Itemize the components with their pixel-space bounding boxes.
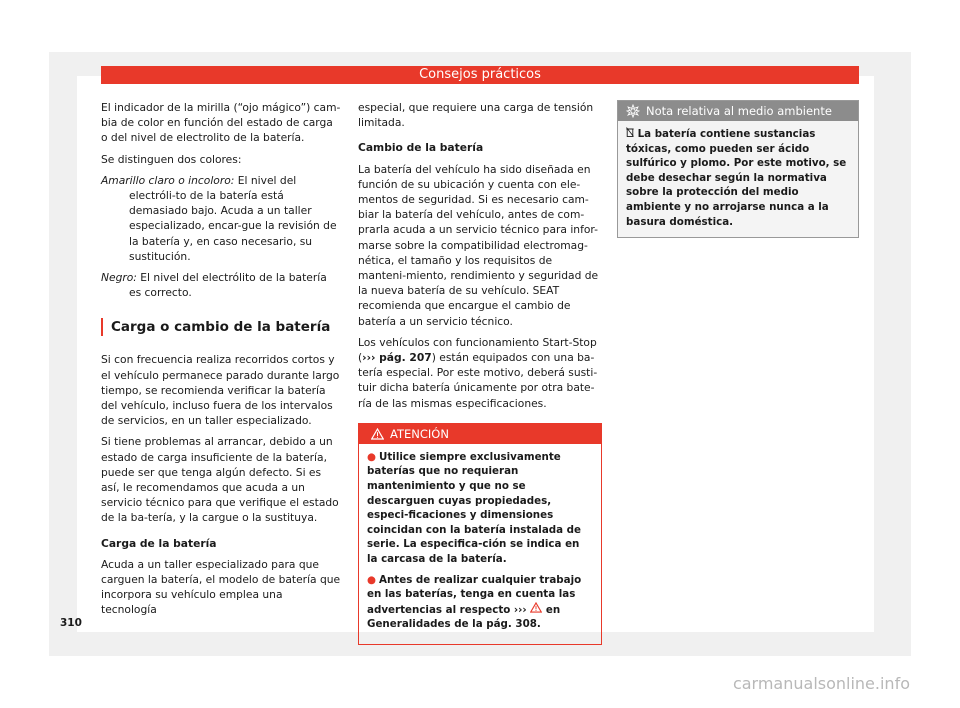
environment-note-box: [617, 100, 859, 238]
warning-box: [358, 423, 602, 645]
environment-note-header: [618, 101, 858, 121]
definition-term: Negro:: [101, 271, 137, 285]
recycle-bin-icon: [626, 127, 634, 137]
column-right: [617, 100, 859, 238]
page-number: 310: [60, 617, 82, 629]
definition-term: Amarillo claro o incoloro:: [101, 173, 235, 187]
environment-note-body: [618, 121, 858, 237]
paragraph-colors: Se distinguen dos colores:: [101, 152, 242, 166]
definition-text: El nivel del electrólito de la batería es correcto.: [129, 271, 327, 300]
warning-text: Utilice siempre exclusivamente baterías que no requieran mantenimiento y que no se descarguen cuyas propiedades, especi-ficaciones y dimensiones coincidan con la batería instalada de serie. La especifica-ción se indica en la carcasa de la batería.: [367, 450, 582, 566]
paragraph-short-trips: Si con frecuencia realiza recorridos cortos y el vehículo permanece parado durante largo tiempo, se recomienda verificar la batería del vehículo, incluso fuera de los intervalos de servicios, en un taller especializado.: [101, 353, 340, 428]
warning-item: [367, 573, 593, 632]
subheading-charging: Carga de la batería: [101, 536, 217, 550]
text-fragment: ) están equipados con una ba-tería especial. Por este motivo, deberá susti-tuir dicha batería únicamente por otra bate-ría de las mismas especificaciones.: [358, 351, 598, 410]
paragraph-start-problems: Si tiene problemas al arrancar, debido a un estado de carga insuficiente de la batería, puede ser que tenga algún defecto. Si es así, le recomendamos que acuda a un servicio técnico para que verifique el estado de la ba-tería, y la cargue o la sustituya.: [101, 435, 339, 525]
definition-text: El nivel del electróli-to de la batería está demasiado bajo. Acuda a un taller especializado, encar-gue la revisión de la batería y, en caso necesario, su sustitución.: [129, 173, 337, 263]
column-left: [101, 100, 341, 624]
paragraph-replacement: La batería del vehículo ha sido diseñada en función de su ubicación y cuenta con ele-mentos de seguridad. Si es necesario cam-biar la batería del vehículo, antes de com-prarla acuda a un servicio técnico para infor-marse sobre la compatibilidad electromag-nética, el tamaño y los requisitos de manteni-miento, rendimiento y seguridad de la nueva batería de su vehículo. SEAT recomienda que encargue el cambio de batería a un servicio técnico.: [358, 162, 599, 328]
definition-light-yellow: [101, 173, 341, 264]
watermark-footer: carmanualsonline.info: [732, 674, 910, 693]
warning-header: [359, 424, 601, 444]
bullet-icon: ●: [367, 450, 376, 463]
subheading-replacement: Cambio de la batería: [358, 141, 484, 155]
warning-triangle-icon: [371, 428, 384, 440]
paragraph-indicator: El indicador de la mirilla (“ojo mágico”) cam-bia de color en función del estado de carga o del nivel de electrolito de la batería.: [101, 101, 341, 145]
text-fragment: Los vehículos con funcionamiento Start-Stop (: [358, 335, 597, 365]
environment-icon: [626, 104, 640, 118]
definition-black: [101, 270, 341, 300]
environment-note-title: Nota relativa al medio ambiente: [646, 104, 832, 118]
paragraph-special-charge: especial, que requiere una carga de tensión limitada.: [358, 101, 594, 130]
environment-note-text: La batería contiene sustancias tóxicas, como pueden ser ácido sulfúrico y plomo. Por este motivo, se debe desechar según la normativa sobre la protección del medio ambiente y no arrojarse nunca a la basura doméstica.: [626, 128, 847, 228]
column-middle: [358, 100, 602, 645]
paragraph-charging: Acuda a un taller especializado para que carguen la batería, el modelo de batería que incorpora su vehículo emplea una tecnología: [101, 557, 341, 617]
warning-body: [359, 444, 601, 644]
bullet-icon: ●: [367, 573, 376, 586]
warning-triangle-icon: [530, 602, 542, 613]
paragraph-start-stop: [358, 335, 602, 411]
section-heading: Carga o cambio de la batería: [101, 318, 341, 336]
page-reference-link[interactable]: ››› pág. 207: [362, 351, 432, 365]
warning-text: en Generalidades de la pág. 308.: [367, 603, 561, 631]
warning-title: ATENCIÓN: [390, 426, 449, 441]
section-header: Consejos prácticos: [101, 66, 859, 84]
warning-text: Antes de realizar cualquier trabajo en las baterías, tenga en cuenta las advertencias al respecto ›››: [367, 573, 582, 616]
warning-item: [367, 450, 593, 567]
